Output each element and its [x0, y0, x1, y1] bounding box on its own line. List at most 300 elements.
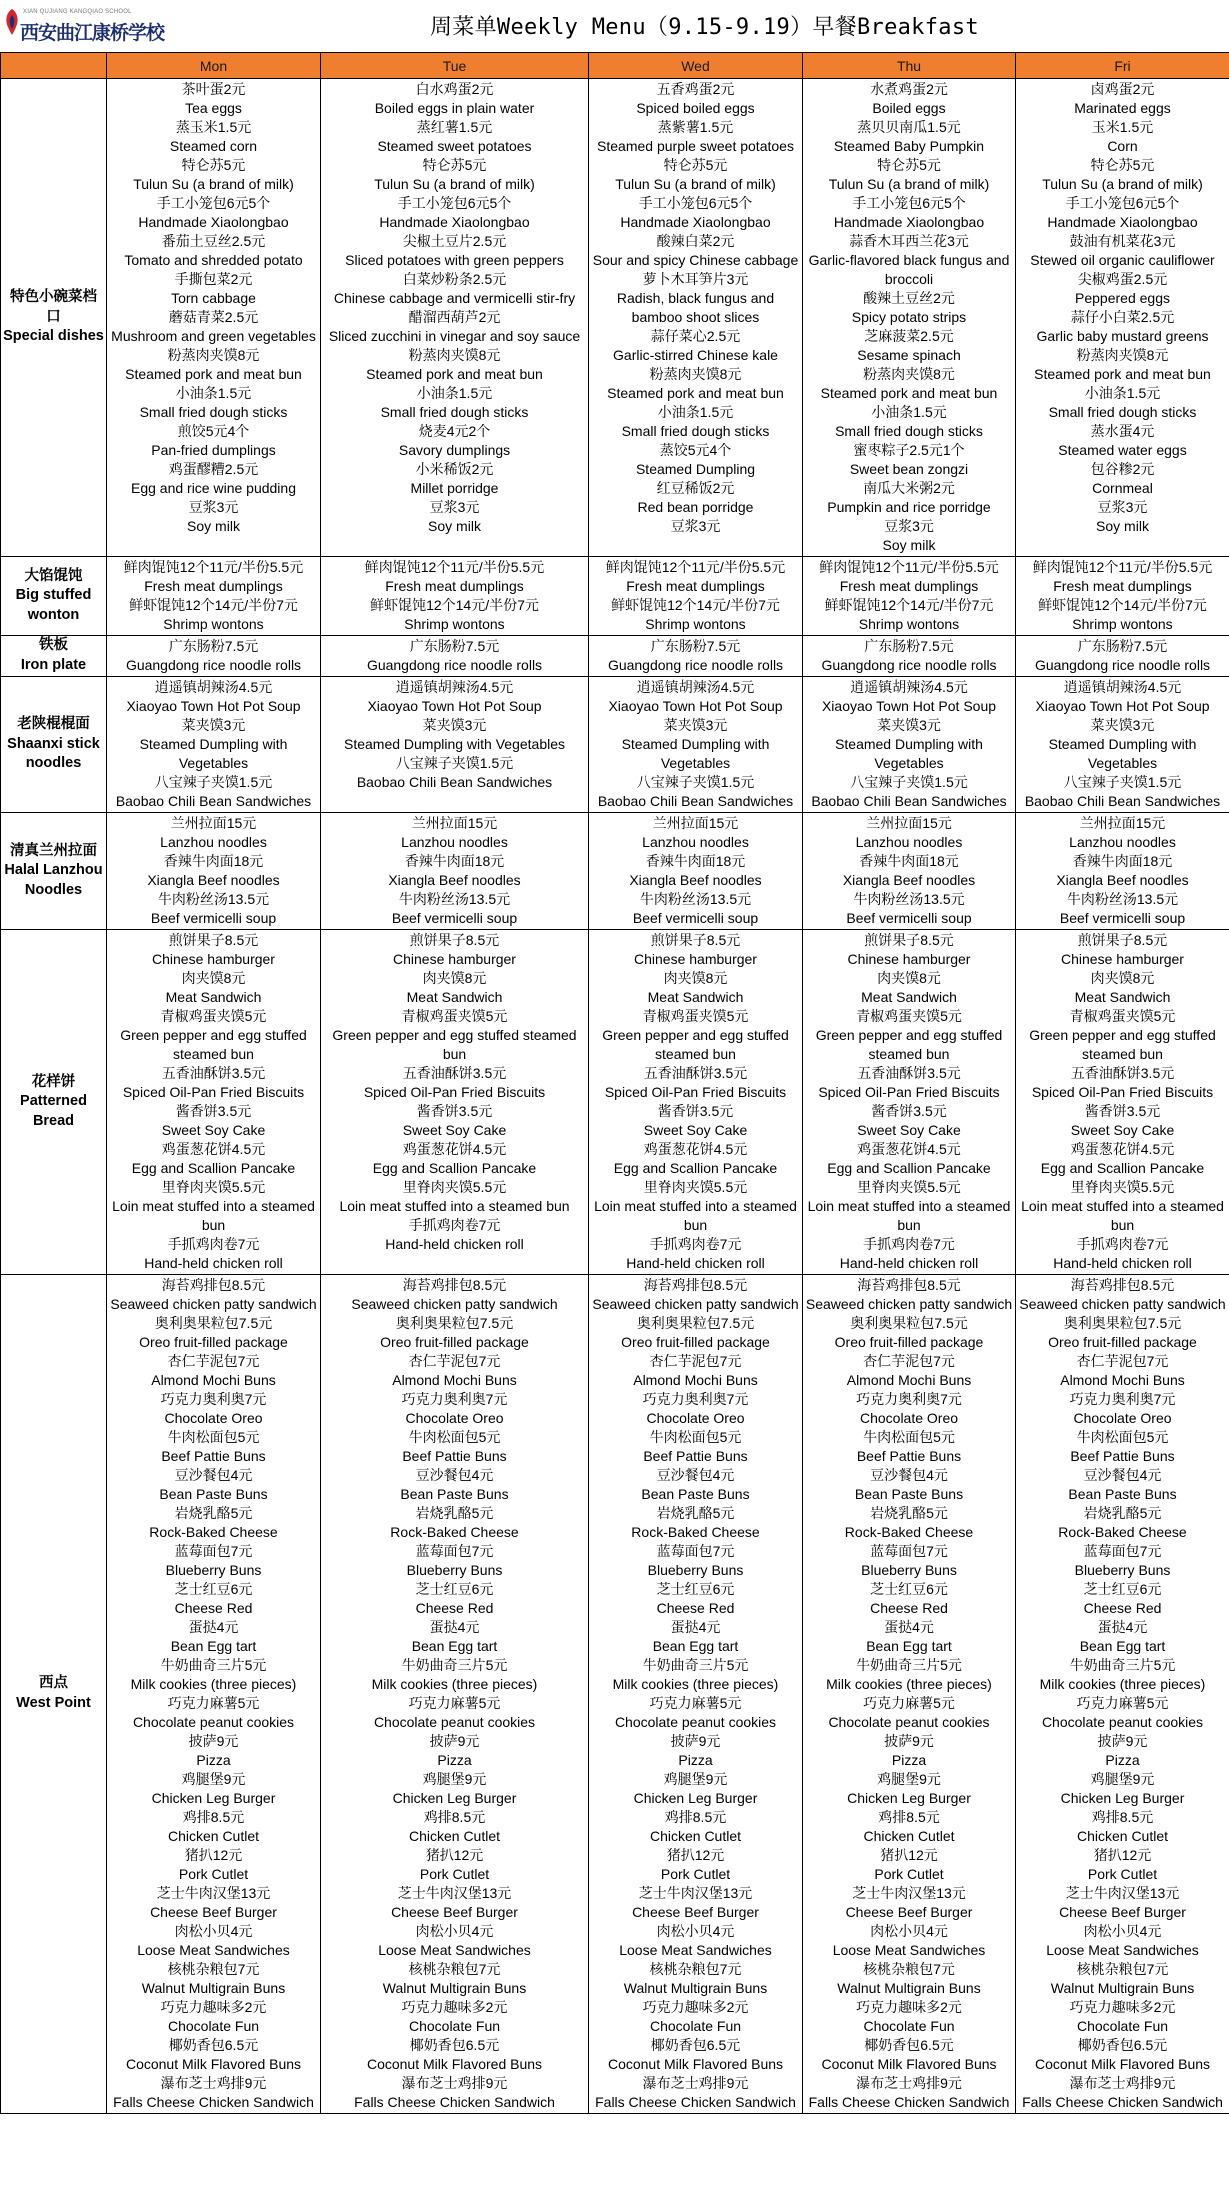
menu-item: Cheese Beef Burger: [391, 1904, 518, 1920]
day-menu-cell: [107, 636, 321, 677]
menu-item: Bean Egg tart: [652, 1638, 739, 1654]
menu-item: 八宝辣子夹馍1.5元: [395, 755, 514, 771]
category-name-cn: 西点: [39, 1675, 68, 1692]
menu-item: 逍遥镇胡辣汤4.5元: [1063, 679, 1182, 695]
menu-item: 酱香饼3.5元: [871, 1103, 947, 1119]
menu-item: 牛肉粉丝汤13.5元: [1066, 891, 1179, 907]
menu-item: 蘑菇青菜2.5元: [168, 309, 259, 325]
menu-item: 五香油酥饼3.5元: [857, 1065, 961, 1081]
menu-item: Fresh meat dumplings: [839, 578, 979, 594]
menu-item: Chicken Cutlet: [1076, 1828, 1169, 1844]
category-name-en: Shaanxi stick noodles: [7, 735, 100, 772]
menu-item: Red bean porridge: [637, 499, 754, 515]
menu-item: Spiced Oil-Pan Fried Biscuits: [604, 1084, 787, 1100]
category-name-cn: 清真兰州拉面: [10, 842, 97, 859]
menu-item: Seaweed chicken patty sandwich: [110, 1296, 317, 1312]
category-name-en: West Point: [16, 1695, 91, 1711]
menu-item: Beef Pattie Buns: [161, 1448, 266, 1464]
menu-item: Pork Cutlet: [178, 1866, 249, 1882]
day-menu-cell: [107, 557, 321, 636]
menu-item: Baobao Chili Bean Sandwiches: [597, 793, 794, 809]
menu-item: Cheese Beef Burger: [150, 1904, 277, 1920]
menu-item: 鲜肉馄饨12个11元/半份5.5元: [123, 559, 304, 575]
category-cell: [1, 557, 107, 636]
menu-item: 巧克力麻薯5元: [863, 1695, 955, 1711]
menu-item: 粉蒸肉夹馍8元: [863, 366, 955, 382]
menu-item: 五香油酥饼3.5元: [643, 1065, 748, 1081]
menu-item: Tulun Su (a brand of milk): [828, 176, 990, 192]
menu-item: 蛋挞4元: [884, 1619, 934, 1635]
menu-item: 八宝辣子夹馍1.5元: [850, 774, 968, 790]
menu-item: 酱香饼3.5元: [416, 1103, 493, 1119]
day-header: Fri: [1016, 53, 1229, 79]
menu-item: Walnut Multigrain Buns: [623, 1980, 768, 1996]
menu-item: Chicken Cutlet: [649, 1828, 742, 1844]
menu-item: 奥利奥果粒包7.5元: [636, 1315, 755, 1331]
category-name-cn: 大馅馄饨: [24, 567, 83, 584]
menu-item: 兰州拉面15元: [411, 815, 498, 831]
menu-item: 酸辣白菜2元: [656, 233, 735, 249]
menu-item: Stewed oil organic cauliflower: [1030, 252, 1215, 268]
menu-item: 巧克力奥利奥7元: [160, 1391, 267, 1407]
menu-item: Xiangla Beef noodles: [388, 872, 521, 888]
day-menu-cell: [321, 677, 589, 813]
menu-item: Steamed pork and meat bun: [366, 366, 543, 382]
menu-item: 玉米1.5元: [1091, 119, 1154, 135]
menu-item: 手抓鸡肉卷7元: [863, 1236, 955, 1252]
menu-item: Chicken Leg Burger: [847, 1790, 971, 1806]
category-name-cn: 老陕棍棍面: [17, 716, 90, 733]
menu-item: 牛肉粉丝汤13.5元: [157, 891, 270, 907]
menu-item: Cheese Beef Burger: [1059, 1904, 1186, 1920]
menu-item: 鲜虾馄饨12个14元/半份7元: [370, 597, 539, 613]
menu-item: Egg and rice wine pudding: [130, 480, 296, 496]
menu-item: 肉松小贝4元: [656, 1923, 735, 1939]
menu-item: 鸡蛋醪糟2.5元: [168, 461, 259, 477]
menu-item: 萝卜木耳笋片3元: [642, 271, 749, 287]
menu-item: Spiced Oil-Pan Fried Biscuits: [818, 1084, 1000, 1100]
menu-item: 芝麻菠菜2.5元: [864, 328, 954, 344]
menu-item: 核桃杂粮包7元: [1076, 1961, 1169, 1977]
menu-item: Sweet Soy Cake: [161, 1122, 266, 1138]
menu-item: Small fried dough sticks: [1048, 404, 1197, 420]
menu-item: 鲜肉馄饨12个11元/半份5.5元: [364, 559, 545, 575]
menu-item: 香辣牛肉面18元: [1072, 853, 1173, 869]
menu-item: 猪扒12元: [880, 1847, 938, 1863]
menu-item: 蒸饺5元4个: [659, 442, 732, 458]
menu-item: 巧克力趣味多2元: [642, 1999, 749, 2015]
menu-item: 鸡排8.5元: [182, 1809, 245, 1825]
menu-item: Rock-Baked Cheese: [844, 1524, 974, 1540]
menu-item: 奥利奥果粒包7.5元: [1063, 1315, 1182, 1331]
menu-item: 鸡腿堡9元: [663, 1771, 728, 1787]
menu-item: 鸡腿堡9元: [422, 1771, 487, 1787]
menu-item: 瀑布芝士鸡排9元: [1069, 2075, 1176, 2091]
menu-item: Loin meat stuffed into a steamed bun: [807, 1198, 1011, 1233]
menu-item: 香辣牛肉面18元: [404, 853, 505, 869]
menu-section-row: [1, 79, 1229, 557]
menu-item: Steamed pork and meat bun: [1034, 366, 1211, 382]
menu-item: 南瓜大米粥2元: [863, 480, 955, 496]
menu-item: 蒸紫薯1.5元: [657, 119, 734, 135]
menu-item: Lanzhou noodles: [401, 834, 508, 850]
menu-item: 里脊肉夹馍5.5元: [402, 1179, 507, 1195]
category-cell: [1, 813, 107, 930]
menu-item: 煎饼果子8.5元: [168, 932, 259, 948]
menu-item: Hand-held chicken roll: [385, 1236, 524, 1252]
menu-item: 豆沙餐包4元: [656, 1467, 735, 1483]
menu-item: Blueberry Buns: [861, 1562, 957, 1578]
menu-item: Chinese hamburger: [1061, 951, 1184, 967]
menu-item: Egg and Scallion Pancake: [613, 1160, 778, 1176]
menu-item: Beef Pattie Buns: [643, 1448, 748, 1464]
menu-item: 瀑布芝士鸡排9元: [401, 2075, 508, 2091]
menu-item: Baobao Chili Bean Sandwiches: [811, 793, 1007, 809]
menu-item: Guangdong rice noodle rolls: [1034, 657, 1211, 673]
menu-item: 卤鸡蛋2元: [1090, 81, 1155, 97]
menu-item: 蓝莓面包7元: [1083, 1543, 1162, 1559]
menu-item: Chicken Cutlet: [167, 1828, 260, 1844]
menu-section-row: [1, 677, 1229, 813]
category-name-en: Special dishes: [3, 328, 104, 345]
menu-item: 青椒鸡蛋夹馍5元: [642, 1008, 749, 1024]
menu-item: 包谷糁2元: [1090, 461, 1155, 477]
category-cell: [1, 636, 107, 677]
menu-item: 酱香饼3.5元: [1084, 1103, 1161, 1119]
menu-item: 鲜肉馄饨12个11元/半份5.5元: [605, 559, 786, 575]
menu-item: Cheese Beef Burger: [845, 1904, 973, 1920]
menu-item: Pizza: [196, 1752, 231, 1768]
menu-item: Egg and Scallion Pancake: [131, 1160, 296, 1176]
menu-item: Chicken Leg Burger: [392, 1790, 517, 1806]
menu-item: 尖椒鸡蛋2.5元: [1077, 271, 1168, 287]
menu-item: Beef vermicelli soup: [391, 910, 518, 926]
menu-item: Peppered eggs: [1075, 290, 1170, 306]
menu-item: 巧克力麻薯5元: [649, 1695, 742, 1711]
menu-item: Pork Cutlet: [419, 1866, 490, 1882]
menu-item: Almond Mochi Buns: [1060, 1372, 1185, 1388]
menu-item: 兰州拉面15元: [652, 815, 739, 831]
menu-item: Steamed Dumpling with Vegetables: [835, 736, 983, 771]
corner-cell: [1, 53, 107, 79]
menu-item: 青椒鸡蛋夹馍5元: [856, 1008, 962, 1024]
menu-item: 奥利奥果粒包7.5元: [154, 1315, 273, 1331]
menu-item: 牛奶曲奇三片5元: [856, 1657, 962, 1673]
menu-item: 巧克力趣味多2元: [1069, 1999, 1176, 2015]
menu-item: 核桃杂粮包7元: [649, 1961, 742, 1977]
menu-item: 牛肉粉丝汤13.5元: [853, 891, 965, 907]
menu-item: Sliced zucchini in vinegar and soy sauce: [328, 328, 581, 344]
menu-item: Xiaoyao Town Hot Pot Soup: [126, 698, 301, 714]
menu-item: 芝士牛肉汉堡13元: [397, 1885, 512, 1901]
menu-item: Egg and Scallion Pancake: [1040, 1160, 1205, 1176]
menu-item: 椰奶香包6.5元: [864, 2037, 954, 2053]
menu-item: Tulun Su (a brand of milk): [1042, 176, 1203, 192]
menu-item: 特仑苏5元: [877, 157, 941, 173]
menu-item: 巧克力奥利奥7元: [856, 1391, 962, 1407]
menu-item: Pizza: [891, 1752, 927, 1768]
menu-item: 杏仁芋泥包7元: [167, 1353, 260, 1369]
menu-item: Chocolate Fun: [649, 2018, 742, 2034]
menu-item: Walnut Multigrain Buns: [837, 1980, 981, 1996]
day-menu-cell: [107, 813, 321, 930]
menu-item: Oreo fruit-filled package: [1048, 1334, 1197, 1350]
menu-section-row: [1, 636, 1229, 677]
menu-item: Chocolate Fun: [408, 2018, 501, 2034]
menu-item: Bean Egg tart: [411, 1638, 498, 1654]
menu-item: 巧克力麻薯5元: [408, 1695, 501, 1711]
menu-item: Loin meat stuffed into a steamed bun: [594, 1198, 797, 1233]
menu-item: 瀑布芝士鸡排9元: [642, 2075, 749, 2091]
menu-item: 牛肉松面包5元: [863, 1429, 955, 1445]
menu-item: Soy milk: [428, 518, 481, 534]
menu-section-row: [1, 1275, 1229, 2114]
menu-item: Loose Meat Sandwiches: [1046, 1942, 1199, 1958]
menu-item: 豆沙餐包4元: [174, 1467, 253, 1483]
menu-item: Tomato and shredded potato: [124, 252, 303, 268]
menu-item: Seaweed chicken patty sandwich: [592, 1296, 799, 1312]
menu-item: Chicken Cutlet: [863, 1828, 955, 1844]
menu-item: Chicken Cutlet: [408, 1828, 501, 1844]
menu-item: 蜜枣粽子2.5元1个: [853, 442, 965, 458]
category-cell: [1, 1275, 107, 2114]
menu-item: 岩烧乳酪5元: [656, 1505, 735, 1521]
category-name-en: Iron plate: [20, 657, 87, 673]
menu-item: 椰奶香包6.5元: [650, 2037, 741, 2053]
menu-item: Steamed pork and meat bun: [125, 366, 302, 382]
menu-item: 芝士红豆6元: [174, 1581, 253, 1597]
menu-item: Hand-held chicken roll: [839, 1255, 979, 1271]
menu-item: Torn cabbage: [171, 290, 256, 306]
menu-item: 水煮鸡蛋2元: [870, 81, 948, 97]
menu-item: Pumpkin and rice porridge: [827, 499, 991, 515]
menu-item: 豆浆3元: [188, 499, 239, 515]
menu-item: Green pepper and egg stuffed steamed bun: [1029, 1027, 1216, 1062]
menu-item: 蒜仔菜心2.5元: [650, 328, 741, 344]
menu-item: Meat Sandwich: [861, 989, 957, 1005]
category-name-en: Big stuffed wonton: [15, 587, 92, 623]
menu-item: Bean Paste Buns: [159, 1486, 268, 1502]
menu-item: 巧克力奥利奥7元: [401, 1391, 508, 1407]
day-menu-cell: [803, 1275, 1016, 2114]
day-header: Mon: [107, 53, 321, 79]
menu-item: Chicken Leg Burger: [633, 1790, 758, 1806]
menu-item: 披萨9元: [188, 1733, 239, 1749]
menu-item: 鲜虾馄饨12个14元/半份7元: [611, 597, 780, 613]
menu-item: Seaweed chicken patty sandwich: [805, 1296, 1013, 1312]
menu-item: 广东肠粉7.5元: [168, 638, 259, 654]
menu-item: 小油条1.5元: [1084, 385, 1161, 401]
menu-item: Steamed sweet potatoes: [377, 138, 532, 154]
menu-item: 蓝莓面包7元: [174, 1543, 253, 1559]
menu-item: Green pepper and egg stuffed steamed bun: [602, 1027, 789, 1062]
menu-item: 披萨9元: [429, 1733, 480, 1749]
menu-item: Cheese Beef Burger: [632, 1904, 759, 1920]
menu-item: 小油条1.5元: [871, 404, 947, 420]
menu-item: 逍遥镇胡辣汤4.5元: [636, 679, 755, 695]
menu-item: Boiled eggs: [872, 100, 946, 116]
day-header: Wed: [589, 53, 803, 79]
menu-item: Shrimp wontons: [645, 616, 746, 632]
menu-item: 小米稀饭2元: [415, 461, 494, 477]
menu-item: 海苔鸡排包8.5元: [161, 1277, 266, 1293]
menu-item: 手工小笼包6元5个: [638, 195, 753, 211]
menu-item: 肉松小贝4元: [174, 1923, 253, 1939]
menu-item: Almond Mochi Buns: [151, 1372, 276, 1388]
menu-item: 芝士牛肉汉堡13元: [638, 1885, 753, 1901]
menu-item: 牛肉松面包5元: [649, 1429, 742, 1445]
menu-item: Pork Cutlet: [1087, 1866, 1158, 1882]
menu-item: 海苔鸡排包8.5元: [857, 1277, 961, 1293]
menu-item: 核桃杂粮包7元: [863, 1961, 955, 1977]
menu-item: 蒜香木耳西兰花3元: [849, 233, 969, 249]
menu-item: 牛肉松面包5元: [1076, 1429, 1169, 1445]
menu-item: 杏仁芋泥包7元: [649, 1353, 742, 1369]
menu-item: Xiaoyao Town Hot Pot Soup: [1035, 698, 1210, 714]
menu-item: Bean Paste Buns: [400, 1486, 509, 1502]
menu-item: Sliced potatoes with green peppers: [345, 252, 564, 268]
menu-item: 八宝辣子夹馍1.5元: [1063, 774, 1182, 790]
menu-item: Cornmeal: [1092, 480, 1153, 496]
day-menu-cell: [589, 677, 803, 813]
menu-item: 粉蒸肉夹馍8元: [1076, 347, 1169, 363]
menu-item: Chocolate Oreo: [646, 1410, 745, 1426]
menu-item: Radish, black fungus and bamboo shoot slices: [616, 290, 775, 325]
menu-item: 奥利奥果粒包7.5元: [395, 1315, 514, 1331]
menu-item: Oreo fruit-filled package: [139, 1334, 288, 1350]
menu-item: 小油条1.5元: [416, 385, 493, 401]
day-menu-cell: [1016, 930, 1229, 1275]
menu-item: 猪扒12元: [425, 1847, 484, 1863]
menu-item: 牛奶曲奇三片5元: [401, 1657, 508, 1673]
menu-item: 蛋挞4元: [1097, 1619, 1148, 1635]
menu-item: Chocolate peanut cookies: [373, 1714, 536, 1730]
menu-item: 兰州拉面15元: [170, 815, 257, 831]
menu-item: Falls Cheese Chicken Sandwich: [595, 2094, 796, 2110]
menu-item: Coconut Milk Flavored Buns: [607, 2056, 784, 2072]
menu-item: Beef vermicelli soup: [1059, 910, 1186, 926]
menu-item: 芝士红豆6元: [656, 1581, 735, 1597]
weekly-menu-table: [0, 52, 1229, 2114]
menu-item: 逍遥镇胡辣汤4.5元: [850, 679, 968, 695]
menu-item: 豆沙餐包4元: [870, 1467, 948, 1483]
menu-item: Loin meat stuffed into a steamed bun: [339, 1198, 570, 1214]
menu-item: 猪扒12元: [1093, 1847, 1152, 1863]
menu-item: Falls Cheese Chicken Sandwich: [808, 2094, 1010, 2110]
menu-item: Oreo fruit-filled package: [834, 1334, 984, 1350]
menu-section-row: [1, 813, 1229, 930]
menu-item: Loose Meat Sandwiches: [137, 1942, 290, 1958]
menu-item: 小油条1.5元: [657, 404, 734, 420]
menu-item: 蓝莓面包7元: [415, 1543, 494, 1559]
menu-item: 鸡排8.5元: [664, 1809, 727, 1825]
menu-item: 煎饼果子8.5元: [650, 932, 741, 948]
day-menu-cell: [1016, 557, 1229, 636]
menu-item: 巧克力趣味多2元: [160, 1999, 267, 2015]
menu-item: 鸡腿堡9元: [877, 1771, 941, 1787]
menu-item: 瀑布芝士鸡排9元: [856, 2075, 962, 2091]
menu-item: Tulun Su (a brand of milk): [133, 176, 294, 192]
menu-item: Rock-Baked Cheese: [149, 1524, 278, 1540]
menu-item: Green pepper and egg stuffed steamed bun: [120, 1027, 307, 1062]
menu-item: Bean Paste Buns: [854, 1486, 964, 1502]
menu-item: 巧克力麻薯5元: [1076, 1695, 1169, 1711]
menu-item: 鸡腿堡9元: [1090, 1771, 1155, 1787]
menu-item: Savory dumplings: [398, 442, 511, 458]
menu-item: 鸡排8.5元: [878, 1809, 940, 1825]
menu-item: Tulun Su (a brand of milk): [615, 176, 776, 192]
menu-item: Handmade Xiaolongbao: [620, 214, 771, 230]
menu-item: Guangdong rice noodle rolls: [366, 657, 543, 673]
menu-item: Falls Cheese Chicken Sandwich: [1022, 2094, 1223, 2110]
menu-item: 肉松小贝4元: [870, 1923, 948, 1939]
menu-item: Chocolate Oreo: [405, 1410, 504, 1426]
menu-section-row: [1, 557, 1229, 636]
menu-item: 豆浆3元: [884, 518, 934, 534]
menu-item: 酱香饼3.5元: [657, 1103, 734, 1119]
menu-item: 煎饺5元4个: [177, 423, 250, 439]
menu-item: 五香油酥饼3.5元: [402, 1065, 507, 1081]
menu-item: Shrimp wontons: [163, 616, 264, 632]
menu-item: 猪扒12元: [666, 1847, 725, 1863]
menu-item: Chocolate Fun: [167, 2018, 260, 2034]
day-menu-cell: [589, 813, 803, 930]
menu-item: 白菜炒粉条2.5元: [402, 271, 507, 287]
school-logo: [3, 7, 165, 47]
day-menu-cell: [589, 1275, 803, 2114]
menu-item: Small fried dough sticks: [139, 404, 288, 420]
menu-item: 豆浆3元: [1097, 499, 1148, 515]
menu-item: Soy milk: [1096, 518, 1149, 534]
menu-item: 椰奶香包6.5元: [1077, 2037, 1168, 2053]
menu-item: 手撕包菜2元: [174, 271, 253, 287]
menu-item: 青椒鸡蛋夹馍5元: [1069, 1008, 1176, 1024]
menu-item: 巧克力奥利奥7元: [1069, 1391, 1176, 1407]
menu-item: Soy milk: [187, 518, 240, 534]
menu-item: 豆浆3元: [429, 499, 480, 515]
menu-item: Bean Egg tart: [1079, 1638, 1166, 1654]
page-header: [0, 0, 1229, 52]
menu-item: Egg and Scallion Pancake: [827, 1160, 991, 1176]
day-menu-cell: [589, 79, 803, 557]
menu-item: 肉夹馍8元: [181, 970, 246, 986]
menu-item: Green pepper and egg stuffed steamed bun: [332, 1027, 577, 1062]
menu-item: 核桃杂粮包7元: [408, 1961, 501, 1977]
menu-item: Beef Pattie Buns: [1070, 1448, 1175, 1464]
menu-item: Pork Cutlet: [660, 1866, 731, 1882]
menu-item: 五香油酥饼3.5元: [161, 1065, 266, 1081]
menu-item: Sweet bean zongzi: [849, 461, 969, 477]
menu-item: Milk cookies (three pieces): [371, 1676, 538, 1692]
day-menu-cell: [107, 930, 321, 1275]
menu-item: 菜夹馍3元: [877, 717, 941, 733]
menu-item: Coconut Milk Flavored Buns: [1034, 2056, 1211, 2072]
menu-item: Seaweed chicken patty sandwich: [351, 1296, 558, 1312]
menu-item: 香辣牛肉面18元: [859, 853, 959, 869]
menu-item: Pizza: [1105, 1752, 1140, 1768]
menu-item: 里脊肉夹馍5.5元: [1070, 1179, 1175, 1195]
menu-item: Small fried dough sticks: [380, 404, 529, 420]
menu-item: Spicy potato strips: [851, 309, 967, 325]
menu-item: 手工小笼包6元5个: [397, 195, 512, 211]
menu-item: 青椒鸡蛋夹馍5元: [401, 1008, 508, 1024]
menu-item: 煎饼果子8.5元: [1077, 932, 1168, 948]
menu-item: 披萨9元: [670, 1733, 721, 1749]
menu-item: 手抓鸡肉卷7元: [649, 1236, 742, 1252]
menu-item: Blueberry Buns: [1074, 1562, 1171, 1578]
menu-item: Walnut Multigrain Buns: [382, 1980, 527, 1996]
menu-item: Xiaoyao Town Hot Pot Soup: [608, 698, 783, 714]
